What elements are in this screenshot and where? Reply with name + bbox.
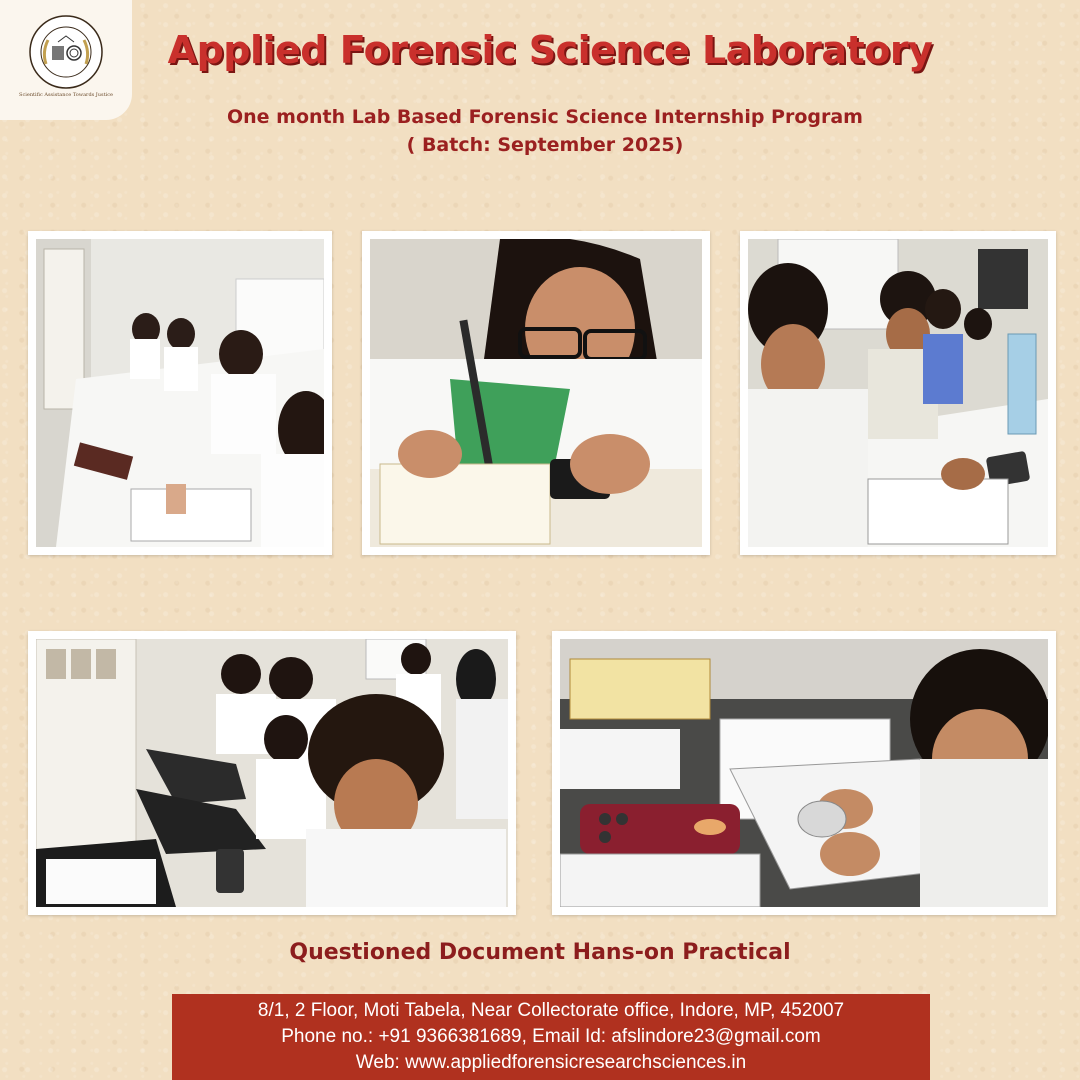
subtitle (150, 103, 940, 159)
document-examination-closeup-photo (560, 639, 1048, 907)
logo-card (0, 0, 132, 120)
footer-contact: Phone no.: +91 9366381689, Email Id: afslindore23@gmail.com (281, 1026, 821, 1047)
batch-label: ( Batch: September 2025) (406, 134, 684, 156)
photo-students-writing (28, 231, 332, 555)
students-writing-photo (36, 239, 324, 547)
forensic-seal-logo (28, 14, 104, 90)
students-laptops-photo (36, 639, 508, 907)
photo-document-examination-closeup (552, 631, 1056, 915)
footer-address: 8/1, 2 Floor, Moti Tabela, Near Collectorate office, Indore, MP, 452007 (257, 1000, 845, 1021)
photo-students-laptops (28, 631, 516, 915)
student-magnifier-photo (370, 239, 702, 547)
logo-motto: Scientific Assistance Towards Justice (19, 92, 113, 98)
photo-students-examining-documents (740, 231, 1056, 555)
page-title: Applied Forensic Science Laboratory (167, 28, 933, 72)
caption: Questioned Document Hans-on Practical (289, 940, 791, 965)
program-name: One month Lab Based Forensic Science Internship Program (227, 106, 863, 128)
footer-web: Web: www.appliedforensicresearchsciences.in (355, 1052, 747, 1073)
students-examining-documents-photo (748, 239, 1048, 547)
photo-student-magnifier (362, 231, 710, 555)
contact-footer (172, 994, 930, 1080)
